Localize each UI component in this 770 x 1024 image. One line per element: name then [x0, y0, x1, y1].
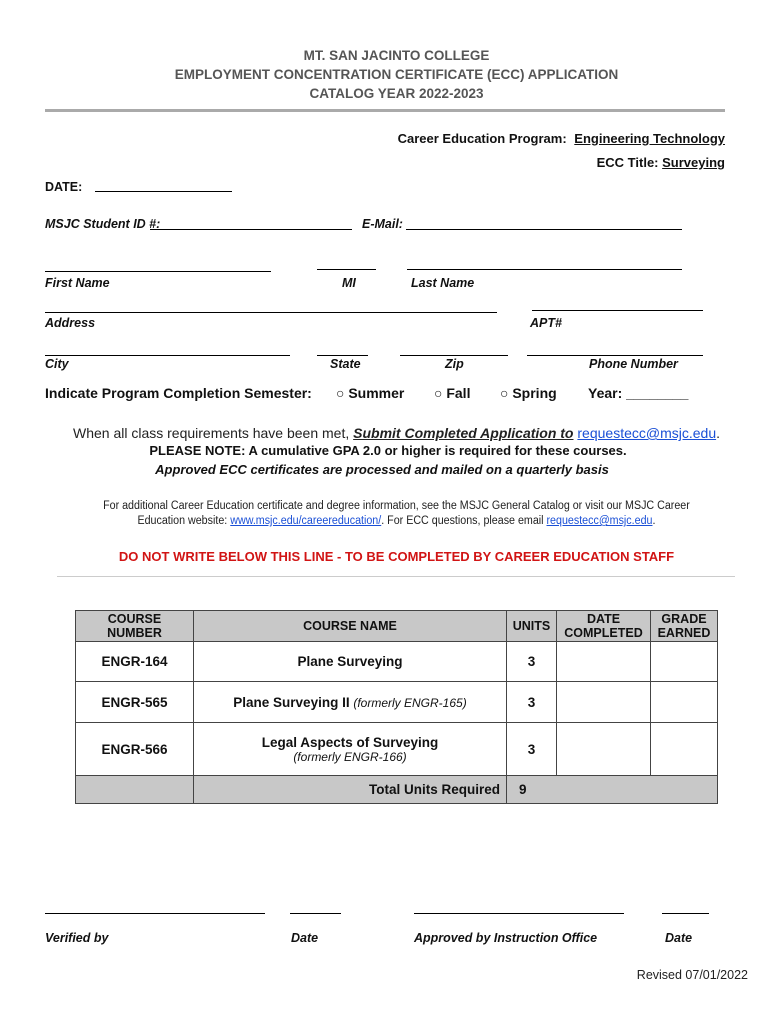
course-note: (formerly ENGR-166) [293, 749, 407, 764]
table-row [76, 682, 718, 723]
verified-date-field[interactable] [290, 913, 341, 914]
approved-by-field[interactable] [414, 913, 624, 914]
course-number: ENGR-566 [76, 723, 194, 776]
city-label: City [45, 357, 69, 371]
revised-date: Revised 07/01/2022 [636, 968, 748, 982]
staff-divider [57, 576, 735, 577]
grade-earned-cell[interactable] [651, 642, 718, 682]
phone-field[interactable] [527, 355, 703, 356]
mi-label: MI [342, 276, 356, 290]
ecc-label: ECC Title: [596, 155, 659, 170]
first-name-field[interactable] [45, 271, 271, 272]
grade-earned-cell[interactable] [651, 682, 718, 723]
state-label: State [330, 357, 361, 371]
date-field[interactable] [95, 191, 232, 192]
state-field[interactable] [317, 355, 368, 356]
total-row [76, 776, 718, 804]
table-row [76, 642, 718, 682]
info-paragraph [28, 499, 765, 529]
year-field[interactable]: Year: ________ [588, 385, 689, 401]
course-name: Plane Surveying [297, 654, 403, 669]
apt-label: APT# [530, 316, 562, 330]
submit-pre: When all class requirements have been met, [72, 425, 350, 441]
info-line1: For additional Career Education certificate and degree information, see the MSJC General Catalog or visit our MSJC Career [103, 500, 690, 512]
staff-warning: DO NOT WRITE BELOW THIS LINE - TO BE COMPLETED BY CAREER EDUCATION STAFF [118, 549, 675, 564]
course-number: ENGR-565 [76, 682, 194, 723]
program-label: Career Education Program: [397, 131, 567, 146]
submit-instructions [0, 425, 770, 441]
info-email-link[interactable]: requestecc@msjc.edu [546, 515, 653, 527]
ecc-line [597, 155, 725, 170]
table-row [76, 723, 718, 776]
apt-field[interactable] [532, 310, 703, 311]
course-units: 3 [507, 682, 557, 723]
semester-label: Indicate Program Completion Semester: [45, 385, 312, 401]
col-course-number: COURSE NUMBER [76, 611, 194, 642]
website-link[interactable]: www.msjc.edu/careereducation/ [230, 515, 382, 527]
course-name: Legal Aspects of Surveying [261, 734, 439, 750]
col-grade-earned: GRADE EARNED [651, 611, 718, 642]
catalog-year: CATALOG YEAR 2022-2023 [309, 86, 484, 101]
summer-option[interactable]: ○ Summer [336, 385, 405, 401]
grade-earned-cell[interactable] [651, 723, 718, 776]
table-header-row [76, 611, 718, 642]
first-name-label: First Name [45, 276, 110, 290]
course-name-cell [194, 682, 507, 723]
last-name-field[interactable] [407, 269, 682, 270]
program-line [398, 131, 725, 146]
course-note: (formerly ENGR-165) [353, 695, 467, 710]
info-line2 [28, 514, 765, 529]
verified-by-field[interactable] [45, 913, 265, 914]
zip-field[interactable] [400, 355, 508, 356]
submit-email-link[interactable]: requestecc@msjc.edu [577, 425, 717, 441]
zip-label: Zip [445, 357, 464, 371]
last-name-label: Last Name [411, 276, 475, 290]
student-id-field[interactable] [150, 229, 352, 230]
total-value: 9 [507, 776, 718, 804]
submit-post: . [716, 425, 720, 441]
submit-bold: Submit Completed Application to [353, 425, 574, 441]
address-field[interactable] [45, 312, 497, 313]
total-label: Total Units Required [194, 776, 507, 804]
form-title: EMPLOYMENT CONCENTRATION CERTIFICATE (ECC) APPLICATION [174, 67, 619, 82]
col-units: UNITS [507, 611, 557, 642]
verified-date-label: Date [291, 931, 319, 945]
approved-date-field[interactable] [662, 913, 709, 914]
col-course-name: COURSE NAME [194, 611, 507, 642]
verified-by-label: Verified by [45, 931, 109, 945]
info-pre: Education website: [137, 515, 228, 527]
student-id-label: MSJC Student ID #: [45, 217, 161, 231]
date-completed-cell[interactable] [557, 723, 651, 776]
approved-date-label: Date [665, 931, 693, 945]
approved-note: Approved ECC certificates are processed and mailed on a quarterly basis [155, 462, 609, 477]
col-date-completed: DATE COMPLETED [557, 611, 651, 642]
course-name-cell [194, 642, 507, 682]
date-completed-cell[interactable] [557, 682, 651, 723]
header-divider [45, 109, 725, 112]
date-label: DATE: [45, 180, 83, 194]
college-name: MT. SAN JACINTO COLLEGE [303, 48, 490, 63]
course-units: 3 [507, 723, 557, 776]
city-field[interactable] [45, 355, 290, 356]
address-label: Address [45, 316, 96, 330]
ecc-value: Surveying [662, 155, 725, 170]
program-value: Engineering Technology [574, 131, 725, 146]
fall-option[interactable]: ○ Fall [434, 385, 471, 401]
approved-by-label: Approved by Instruction Office [414, 931, 598, 945]
course-units: 3 [507, 642, 557, 682]
email-label: E-Mail: [362, 217, 403, 231]
gpa-note: PLEASE NOTE: A cumulative GPA 2.0 or higher is required for these courses. [149, 443, 627, 458]
course-name: Plane Surveying II [233, 694, 350, 710]
spring-option[interactable]: ○ Spring [500, 385, 557, 401]
course-table [75, 610, 718, 804]
info-post: . [652, 515, 656, 527]
course-name-cell [194, 723, 507, 776]
mi-field[interactable] [317, 269, 376, 270]
info-mid: . For ECC questions, please email [381, 515, 544, 527]
course-number: ENGR-164 [76, 642, 194, 682]
email-field[interactable] [406, 229, 682, 230]
phone-label: Phone Number [589, 357, 678, 371]
date-completed-cell[interactable] [557, 642, 651, 682]
total-blank [76, 776, 194, 804]
